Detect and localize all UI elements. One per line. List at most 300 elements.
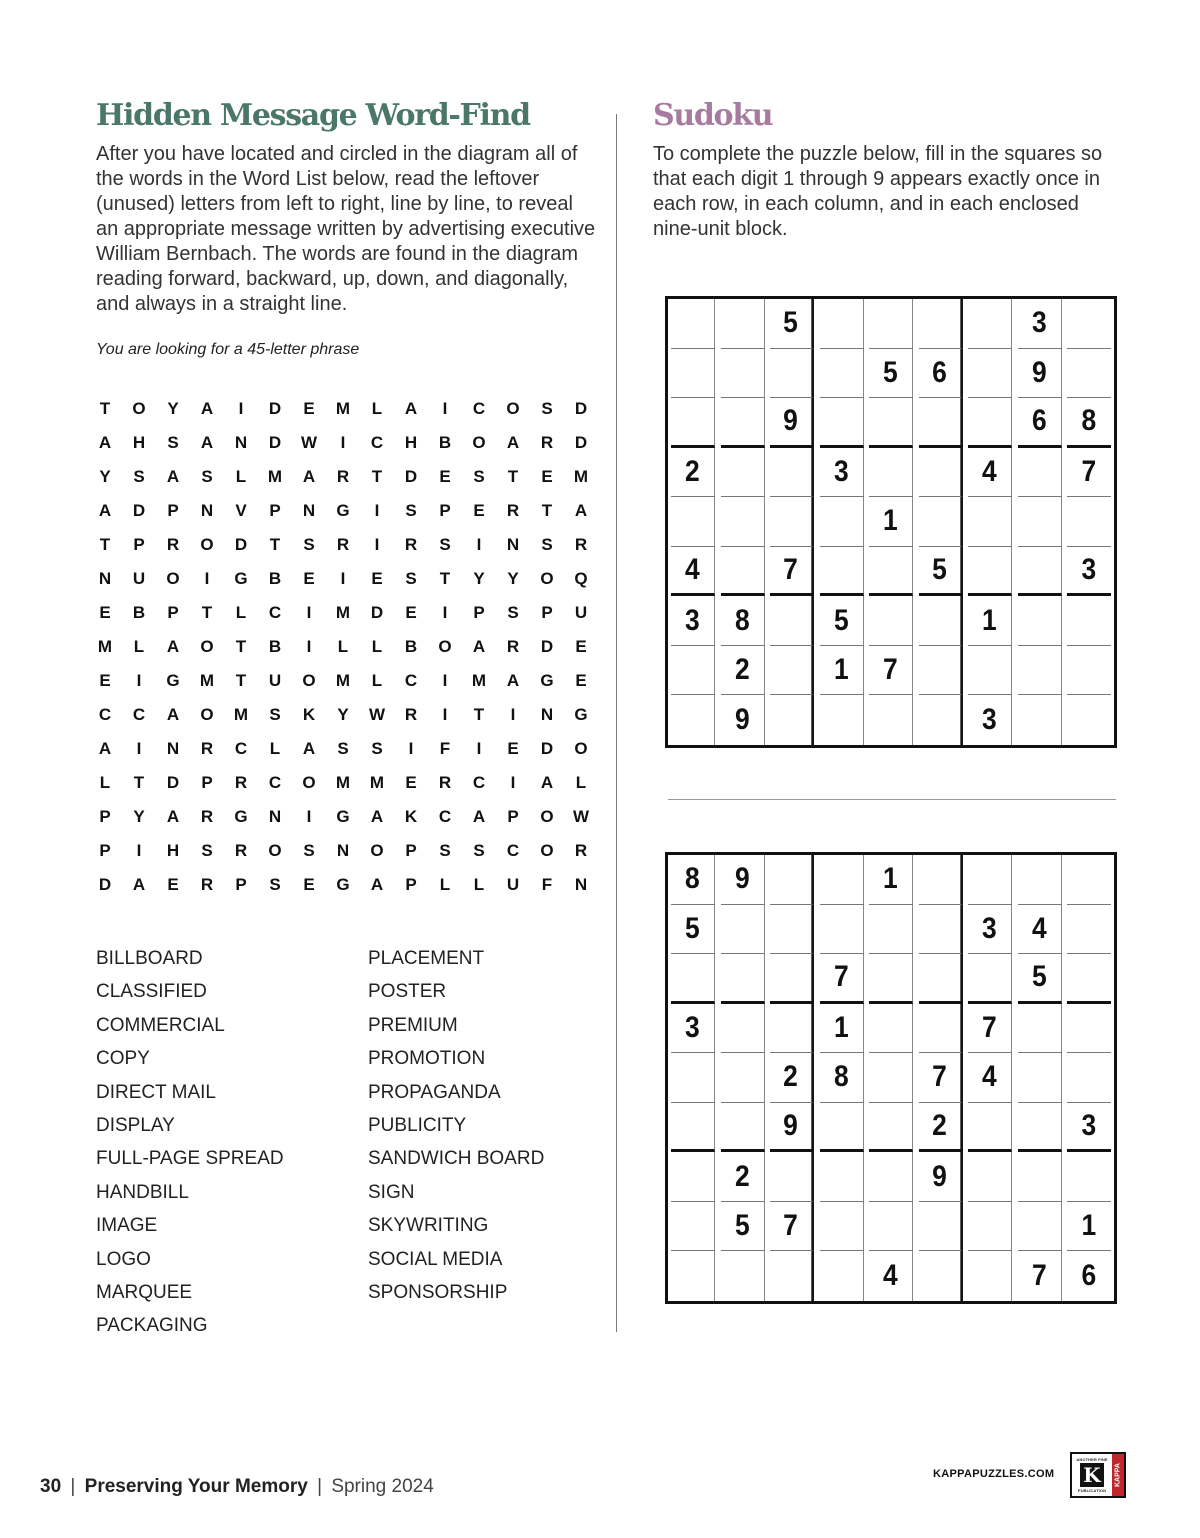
word-find-letter: B	[404, 637, 418, 656]
logo-k-mark: K	[1080, 1463, 1104, 1487]
word-list-item: DISPLAY	[96, 1115, 175, 1136]
sudoku-given-cell: 8	[1067, 398, 1111, 448]
word-find-letter: S	[439, 535, 451, 554]
sudoku-given-cell: 1	[869, 497, 913, 547]
sudoku-empty-cell[interactable]	[820, 349, 864, 399]
word-list-item: LOGO	[96, 1248, 151, 1270]
sudoku-empty-cell[interactable]	[820, 299, 864, 349]
word-find-letter: E	[303, 875, 315, 894]
sudoku-given-cell: 6	[1081, 1259, 1097, 1293]
word-list-item: PACKAGING	[96, 1315, 208, 1337]
word-find-letter: G	[540, 671, 554, 690]
word-find-letter: M	[471, 671, 487, 690]
sudoku-given-cell: 1	[968, 596, 1012, 646]
word-find-row	[88, 800, 598, 834]
word-find-letter: Y	[473, 569, 485, 588]
sudoku-empty-cell[interactable]	[919, 1251, 963, 1301]
word-find-letter: D	[132, 501, 146, 520]
word-find-letter: S	[337, 739, 349, 758]
word-find-letter: E	[507, 739, 519, 758]
word-find-letter: I	[238, 399, 244, 418]
word-list-item: PUBLICITY	[368, 1115, 467, 1136]
word-find-letter: I	[510, 705, 516, 724]
word-list-item: DIRECT MAIL	[96, 1081, 217, 1103]
word-list-item: COMMERCIAL	[96, 1014, 225, 1036]
word-find-row	[88, 664, 598, 698]
sudoku-empty-cell[interactable]	[671, 954, 715, 1004]
sudoku-empty-cell[interactable]	[770, 855, 814, 905]
word-find-letter: Y	[99, 467, 111, 486]
sudoku-empty-cell[interactable]	[1067, 695, 1111, 745]
word-find-letter: A	[166, 807, 180, 826]
word-list-item: SANDWICH BOARD	[368, 1148, 545, 1170]
sudoku-empty-cell[interactable]	[968, 497, 1012, 547]
sudoku-given-cell: 5	[1018, 954, 1062, 1004]
word-find-letter: A	[166, 705, 180, 724]
word-find-letter: U	[506, 875, 520, 894]
word-find-letter: O	[302, 671, 316, 690]
word-find-letter: L	[99, 773, 111, 792]
sudoku-empty-cell[interactable]	[1067, 646, 1111, 696]
sudoku-empty-cell[interactable]	[1067, 596, 1111, 646]
word-find-letter: I	[442, 671, 448, 690]
sudoku-empty-cell[interactable]	[1067, 905, 1111, 955]
sudoku-given-cell: 5	[919, 547, 963, 597]
word-find-row	[88, 562, 598, 596]
word-find-letter: P	[439, 501, 451, 520]
word-find-letter: G	[166, 671, 180, 690]
sudoku-instructions: To complete the puzzle below, fill in the squares so that each digit 1 through 9 appears exactly once in each row, in each column, and in each enclosed nine-unit block.	[653, 143, 1103, 240]
sudoku-empty-cell[interactable]	[919, 855, 963, 905]
word-find-letter: R	[200, 739, 214, 758]
sudoku-given-cell: 5	[770, 299, 814, 349]
word-find-letter: B	[268, 637, 282, 656]
sudoku-empty-cell[interactable]	[919, 954, 963, 1004]
sudoku-empty-cell[interactable]	[869, 1152, 913, 1202]
word-find-letter: W	[368, 705, 386, 724]
word-find-letter: C	[506, 841, 520, 860]
sudoku-grid-2	[665, 852, 1117, 1304]
sudoku-empty-cell[interactable]	[869, 905, 913, 955]
sudoku-empty-cell[interactable]	[1018, 855, 1062, 905]
kappa-logo	[1070, 1452, 1126, 1498]
word-find-row	[88, 630, 598, 664]
sudoku-empty-cell[interactable]	[919, 1004, 963, 1054]
sudoku-empty-cell[interactable]	[770, 596, 814, 646]
word-find-letter: G	[336, 875, 350, 894]
word-find-letter: E	[575, 671, 587, 690]
sudoku-empty-cell[interactable]	[721, 349, 765, 399]
word-list-item: SKYWRITING	[368, 1215, 489, 1237]
word-find-letter: I	[442, 705, 448, 724]
sudoku-empty-cell[interactable]	[1018, 695, 1062, 745]
word-find-letter: L	[269, 739, 281, 758]
sudoku-empty-cell[interactable]	[770, 1251, 814, 1301]
sudoku-empty-cell[interactable]	[1018, 646, 1062, 696]
sudoku-empty-cell[interactable]	[721, 1251, 765, 1301]
sudoku-empty-cell[interactable]	[820, 855, 864, 905]
sudoku-empty-cell[interactable]	[770, 349, 814, 399]
sudoku-empty-cell[interactable]	[1067, 349, 1111, 399]
word-find-letter: D	[574, 433, 588, 452]
sudoku-empty-cell[interactable]	[919, 398, 963, 448]
sudoku-empty-cell[interactable]	[869, 1004, 913, 1054]
sudoku-given-cell: 3	[1067, 1103, 1111, 1153]
sudoku-empty-cell[interactable]	[820, 1152, 864, 1202]
word-find-letter: Y	[167, 399, 179, 418]
sudoku-empty-cell[interactable]	[869, 448, 913, 498]
sudoku-empty-cell[interactable]	[968, 398, 1012, 448]
word-find-letter: G	[234, 807, 248, 826]
sudoku-given-cell: 4	[968, 1053, 1012, 1103]
sudoku-empty-cell[interactable]	[770, 497, 814, 547]
word-find-letter: I	[476, 739, 482, 758]
sudoku-given-cell: 7	[968, 1004, 1012, 1054]
word-find-letter: P	[99, 841, 111, 860]
sudoku-given-cell: 9	[721, 695, 765, 745]
sudoku-empty-cell[interactable]	[820, 497, 864, 547]
word-find-letter: L	[439, 875, 451, 894]
sudoku-empty-cell[interactable]	[1067, 299, 1111, 349]
sudoku-empty-cell[interactable]	[1018, 1103, 1062, 1153]
word-find-letter: D	[370, 603, 384, 622]
sudoku-empty-cell[interactable]	[968, 1103, 1012, 1153]
sudoku-empty-cell[interactable]	[1067, 954, 1111, 1004]
sudoku-given-cell: 5	[721, 1202, 765, 1252]
word-find-letter: U	[132, 569, 146, 588]
word-find-letter: M	[335, 399, 351, 418]
sudoku-empty-cell[interactable]	[721, 905, 765, 955]
sudoku-empty-cell[interactable]	[671, 1152, 715, 1202]
word-find-letter: I	[340, 433, 346, 452]
sudoku-given-cell: 4	[671, 547, 715, 597]
word-find-letter: C	[472, 399, 486, 418]
word-find-letter: S	[371, 739, 383, 758]
sudoku-empty-cell[interactable]	[671, 349, 715, 399]
sudoku-empty-cell[interactable]	[770, 695, 814, 745]
word-find-letter: I	[136, 739, 142, 758]
word-list-item: SIGN	[368, 1181, 415, 1203]
word-find-letter: S	[439, 841, 451, 860]
sudoku-empty-cell[interactable]	[869, 695, 913, 745]
word-find-letter: I	[136, 671, 142, 690]
word-find-letter: Y	[133, 807, 145, 826]
sudoku-given-cell: 5	[820, 596, 864, 646]
word-find-letter: O	[540, 841, 554, 860]
word-find-letter: P	[541, 603, 553, 622]
sudoku-empty-cell[interactable]	[1067, 1004, 1111, 1054]
sudoku-empty-cell[interactable]	[671, 1103, 715, 1153]
sudoku-empty-cell[interactable]	[869, 1103, 913, 1153]
sudoku-empty-cell[interactable]	[721, 547, 765, 597]
word-find-letter: L	[575, 773, 587, 792]
word-find-letter: R	[234, 841, 248, 860]
word-find-letter: I	[340, 569, 346, 588]
word-find-letter: O	[200, 535, 214, 554]
sudoku-given-cell: 8	[721, 596, 765, 646]
sudoku-empty-cell[interactable]	[770, 954, 814, 1004]
sudoku-empty-cell[interactable]	[770, 646, 814, 696]
word-find-letter: M	[267, 467, 283, 486]
word-find-letter: T	[235, 637, 247, 656]
word-find-letter: L	[371, 671, 383, 690]
sudoku-empty-cell[interactable]	[968, 646, 1012, 696]
sudoku-empty-cell[interactable]	[968, 855, 1012, 905]
sudoku-given-cell: 1	[1067, 1202, 1111, 1252]
sudoku-given-cell: 3	[968, 695, 1012, 745]
word-find-letter: L	[371, 399, 383, 418]
sudoku-empty-cell[interactable]	[869, 1053, 913, 1103]
sudoku-empty-cell[interactable]	[820, 1251, 864, 1301]
word-find-letter: E	[99, 671, 111, 690]
word-find-letter: N	[506, 535, 520, 554]
sudoku-empty-cell[interactable]	[919, 596, 963, 646]
sudoku-empty-cell[interactable]	[1018, 497, 1062, 547]
sudoku-empty-cell[interactable]	[919, 299, 963, 349]
sudoku-empty-cell[interactable]	[721, 954, 765, 1004]
word-find-row	[88, 528, 598, 562]
word-find-letter: K	[404, 807, 418, 826]
word-find-letter: A	[404, 399, 418, 418]
sudoku-empty-cell[interactable]	[671, 1053, 715, 1103]
sudoku-empty-cell[interactable]	[919, 905, 963, 955]
sudoku-empty-cell[interactable]	[721, 1004, 765, 1054]
word-find-letter: E	[303, 569, 315, 588]
word-find-letter: O	[438, 637, 452, 656]
sudoku-empty-cell[interactable]	[770, 448, 814, 498]
word-list-item: SPONSORSHIP	[368, 1282, 508, 1303]
sudoku-given-cell: 7	[770, 547, 814, 597]
word-find-letter: A	[506, 433, 520, 452]
word-find-letter: D	[166, 773, 180, 792]
sudoku-empty-cell[interactable]	[770, 1152, 814, 1202]
word-find-letter: D	[574, 399, 588, 418]
sudoku-empty-cell[interactable]	[1067, 1152, 1111, 1202]
word-find-row	[88, 766, 598, 800]
word-find-letter: E	[405, 773, 417, 792]
sudoku-empty-cell[interactable]	[1018, 448, 1062, 498]
sudoku-empty-cell[interactable]	[869, 299, 913, 349]
word-find-letter: A	[200, 433, 214, 452]
word-find-letter: Y	[337, 705, 349, 724]
word-find-letter: L	[235, 603, 247, 622]
word-find-letter: I	[306, 807, 312, 826]
sudoku-empty-cell[interactable]	[1067, 855, 1111, 905]
sudoku-given-cell: 2	[671, 448, 715, 498]
word-find-letter: G	[234, 569, 248, 588]
word-find-letter: P	[167, 501, 179, 520]
word-find-letter: R	[438, 773, 452, 792]
word-find-letter: E	[99, 603, 111, 622]
word-find-letter: C	[438, 807, 452, 826]
word-find-letter: N	[200, 501, 214, 520]
sudoku-empty-cell[interactable]	[671, 299, 715, 349]
sudoku-empty-cell[interactable]	[968, 954, 1012, 1004]
word-find-grid	[88, 392, 598, 902]
sudoku-empty-cell[interactable]	[721, 1103, 765, 1153]
word-find-letter: I	[510, 773, 516, 792]
sudoku-empty-cell[interactable]	[1018, 547, 1062, 597]
word-find-letter: A	[98, 501, 112, 520]
word-find-letter: R	[404, 705, 418, 724]
publication-name: Preserving Your Memory	[84, 1476, 308, 1497]
word-find-letter: S	[473, 841, 485, 860]
sudoku-given-cell: 1	[869, 855, 913, 905]
word-find-letter: S	[167, 433, 179, 452]
sudoku-empty-cell[interactable]	[671, 1251, 715, 1301]
sudoku-empty-cell[interactable]	[968, 299, 1012, 349]
word-find-letter: L	[133, 637, 145, 656]
word-find-letter: I	[204, 569, 210, 588]
word-find-letter: E	[575, 637, 587, 656]
word-list-item: IMAGE	[96, 1215, 158, 1237]
word-find-title: Hidden Message Word-Find	[96, 98, 530, 133]
sudoku-empty-cell[interactable]	[1018, 1004, 1062, 1054]
word-find-letter: M	[335, 773, 351, 792]
sudoku-empty-cell[interactable]	[919, 497, 963, 547]
sudoku-empty-cell[interactable]	[820, 398, 864, 448]
sudoku-given-cell: 3	[968, 905, 1012, 955]
sudoku-empty-cell[interactable]	[721, 299, 765, 349]
sudoku-empty-cell[interactable]	[919, 448, 963, 498]
sudoku-empty-cell[interactable]	[721, 1053, 765, 1103]
logo-side-band: KAPPA	[1112, 1454, 1124, 1496]
sudoku-empty-cell[interactable]	[869, 954, 913, 1004]
word-find-letter: A	[302, 739, 316, 758]
word-find-letter: S	[405, 569, 417, 588]
sudoku-empty-cell[interactable]	[919, 646, 963, 696]
word-find-letter: T	[133, 773, 145, 792]
word-find-hint: You are looking for a 45-letter phrase	[96, 341, 360, 358]
word-find-letter: P	[405, 875, 417, 894]
word-find-letter: S	[269, 875, 281, 894]
word-find-letter: A	[98, 739, 112, 758]
logo-bottom-text: PUBLICATION	[1077, 1488, 1107, 1493]
sudoku-empty-cell[interactable]	[968, 1251, 1012, 1301]
word-find-letter: I	[442, 603, 448, 622]
sudoku-empty-cell[interactable]	[1018, 1053, 1062, 1103]
sudoku-separator	[668, 799, 1116, 800]
sudoku-empty-cell[interactable]	[1018, 596, 1062, 646]
column-divider	[616, 114, 617, 1332]
sudoku-empty-cell[interactable]	[721, 398, 765, 448]
word-find-letter: N	[302, 501, 316, 520]
sudoku-empty-cell[interactable]	[721, 497, 765, 547]
word-find-letter: P	[269, 501, 281, 520]
sudoku-given-cell: 7	[820, 954, 864, 1004]
sudoku-empty-cell[interactable]	[820, 1103, 864, 1153]
word-find-letter: S	[507, 603, 519, 622]
kappa-logo-main	[1072, 1454, 1112, 1496]
sudoku-empty-cell[interactable]	[869, 398, 913, 448]
sudoku-empty-cell[interactable]	[1018, 1152, 1062, 1202]
word-find-letter: I	[442, 399, 448, 418]
word-find-letter: T	[439, 569, 451, 588]
sudoku-empty-cell[interactable]	[919, 695, 963, 745]
sudoku-given-cell: 6	[919, 349, 963, 399]
sudoku-empty-cell[interactable]	[869, 547, 913, 597]
word-find-letter: G	[574, 705, 588, 724]
word-find-letter: R	[336, 467, 350, 486]
word-list-item: PREMIUM	[368, 1014, 458, 1036]
word-find-letter: T	[99, 399, 111, 418]
sudoku-empty-cell[interactable]	[968, 1202, 1012, 1252]
word-find-letter: S	[405, 501, 417, 520]
sudoku-empty-cell[interactable]	[869, 596, 913, 646]
word-find-letter: I	[408, 739, 414, 758]
sudoku-empty-cell[interactable]	[671, 497, 715, 547]
word-find-letter: C	[268, 603, 282, 622]
word-find-letter: H	[404, 433, 418, 452]
sudoku-empty-cell[interactable]	[820, 547, 864, 597]
sudoku-given-cell: 3	[671, 1004, 715, 1054]
word-find-letter: N	[98, 569, 112, 588]
sudoku-empty-cell[interactable]	[968, 1152, 1012, 1202]
word-find-letter: P	[99, 807, 111, 826]
word-find-letter: O	[370, 841, 384, 860]
sudoku-given-cell: 4	[1018, 905, 1062, 955]
sudoku-empty-cell[interactable]	[820, 695, 864, 745]
sudoku-empty-cell[interactable]	[770, 905, 814, 955]
sudoku-given-cell: 9	[770, 1103, 814, 1153]
sudoku-given-cell: 5	[869, 349, 913, 399]
sudoku-empty-cell[interactable]	[671, 695, 715, 745]
sudoku-empty-cell[interactable]	[919, 1202, 963, 1252]
word-find-letter: U	[574, 603, 588, 622]
sudoku-empty-cell[interactable]	[820, 1202, 864, 1252]
sudoku-given-cell: 7	[919, 1053, 963, 1103]
sudoku-empty-cell[interactable]	[671, 646, 715, 696]
word-find-letter: R	[234, 773, 248, 792]
footer-separator: |	[317, 1476, 323, 1497]
word-find-letter: G	[336, 501, 350, 520]
word-find-letter: O	[132, 399, 146, 418]
word-find-letter: D	[234, 535, 248, 554]
word-find-letter: O	[540, 569, 554, 588]
sudoku-given-cell: 9	[1018, 349, 1062, 399]
word-find-letter: I	[476, 535, 482, 554]
sudoku-given-cell: 4	[968, 448, 1012, 498]
word-find-letter: R	[574, 535, 588, 554]
word-find-letter: N	[540, 705, 554, 724]
word-find-letter: B	[438, 433, 452, 452]
sudoku-empty-cell[interactable]	[968, 349, 1012, 399]
sudoku-empty-cell[interactable]	[869, 1202, 913, 1252]
word-list-item: PLACEMENT	[368, 948, 485, 969]
word-find-letter: L	[371, 637, 383, 656]
sudoku-empty-cell[interactable]	[1018, 1202, 1062, 1252]
sudoku-empty-cell[interactable]	[1067, 497, 1111, 547]
word-find-letter: E	[303, 399, 315, 418]
word-find-letter: C	[370, 433, 384, 452]
sudoku-empty-cell[interactable]	[671, 398, 715, 448]
word-find-letter: K	[302, 705, 316, 724]
sudoku-empty-cell[interactable]	[671, 1202, 715, 1252]
word-find-letter: O	[472, 433, 486, 452]
word-find-letter: S	[541, 399, 553, 418]
sudoku-empty-cell[interactable]	[820, 905, 864, 955]
sudoku-empty-cell[interactable]	[721, 448, 765, 498]
sudoku-empty-cell[interactable]	[968, 547, 1012, 597]
sudoku-empty-cell[interactable]	[770, 1004, 814, 1054]
sudoku-given-cell: 3	[1067, 547, 1111, 597]
word-find-letter: N	[166, 739, 180, 758]
word-find-letter: L	[235, 467, 247, 486]
word-find-letter: N	[268, 807, 282, 826]
sudoku-given-cell: 3	[671, 596, 715, 646]
word-find-letter: N	[234, 433, 248, 452]
sudoku-empty-cell[interactable]	[1067, 1053, 1111, 1103]
